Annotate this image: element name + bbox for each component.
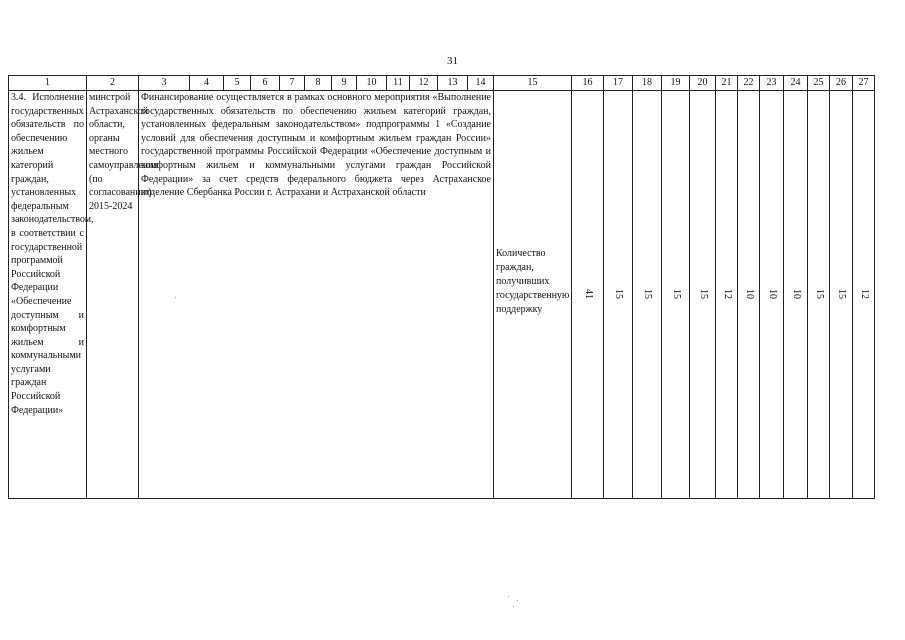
- indicator-text: Количество граждан, получивших государственную поддержку: [496, 248, 570, 315]
- value-cell: [830, 91, 853, 499]
- column-header: 9: [332, 76, 357, 91]
- column-header: 14: [468, 76, 494, 91]
- indicator-value: 12: [721, 289, 733, 299]
- indicator-value: 15: [612, 289, 624, 299]
- activity-cell: 3.4. Исполнение государственных обязательств по обеспечению жильем категорий граждан, установленных федеральным законодательством, в соответствии с государственной программой Российской Федерации «Обеспечение доступным и комфортным жильем и коммунальными услугами граждан Российской Федерации»: [9, 91, 87, 499]
- value-cell: [604, 91, 633, 499]
- column-header: 25: [808, 76, 830, 91]
- scan-speck: [175, 297, 176, 298]
- column-header: 11: [387, 76, 410, 91]
- value-cell: [716, 91, 738, 499]
- column-header: 27: [853, 76, 875, 91]
- indicator-cell: [494, 91, 572, 499]
- column-header: 17: [604, 76, 633, 91]
- indicator-value: 15: [697, 289, 709, 299]
- column-header: 6: [251, 76, 280, 91]
- indicator-value: 10: [743, 289, 755, 299]
- page-number: 31: [447, 55, 458, 67]
- description-line: Финансирование осуществляется в рамках основного мероприятия «Выполнение: [141, 92, 491, 103]
- column-header: 23: [760, 76, 784, 91]
- column-header: 15: [494, 76, 572, 91]
- column-header: 1: [9, 76, 87, 91]
- indicator-value: 15: [813, 289, 825, 299]
- indicator-value: 15: [670, 289, 682, 299]
- indicator-value: 15: [641, 289, 653, 299]
- description-line: государственной программы Российской Федерации «Обеспечение доступным и: [141, 146, 491, 158]
- column-header: 19: [662, 76, 690, 91]
- value-cell: [690, 91, 716, 499]
- column-header: 16: [572, 76, 604, 91]
- description-line: Федерации» за счет средств федерального бюджета через Астраханское: [141, 173, 491, 185]
- description-line: комфортным жильем и коммунальными услугами граждан Российской: [141, 159, 491, 171]
- description-line: условий для обеспечения доступным и комфортным жильем граждан России»: [141, 132, 491, 144]
- description-line: отделение Сбербанка России г. Астрахани и Астраханской области: [141, 187, 426, 199]
- value-cell: [760, 91, 784, 499]
- column-header: 5: [224, 76, 251, 91]
- value-cell: [633, 91, 662, 499]
- scan-speck: [513, 606, 514, 607]
- value-cell: [808, 91, 830, 499]
- column-header: 21: [716, 76, 738, 91]
- column-header: 10: [357, 76, 387, 91]
- description-line: установленных федеральным законодательством» подпрограммы 1 «Создание: [141, 119, 491, 131]
- column-header: 8: [305, 76, 332, 91]
- column-header: 20: [690, 76, 716, 91]
- column-header: 22: [738, 76, 760, 91]
- value-cell: [853, 91, 875, 499]
- financing-table: [8, 75, 875, 499]
- executor-cell: минстрой Астраханской области, органы местного самоуправления (по согласованию) 2015-2024: [87, 91, 139, 499]
- column-header: 13: [438, 76, 468, 91]
- column-header: 12: [410, 76, 438, 91]
- value-cell: [784, 91, 808, 499]
- header-row: [9, 76, 875, 91]
- column-header: 7: [280, 76, 305, 91]
- indicator-value: 10: [766, 289, 778, 299]
- column-header: 26: [830, 76, 853, 91]
- indicator-value: 41: [582, 289, 594, 299]
- value-cell: [662, 91, 690, 499]
- value-cell: [572, 91, 604, 499]
- financing-description-cell: [139, 91, 494, 499]
- value-cell: [738, 91, 760, 499]
- indicator-value: 10: [790, 289, 802, 299]
- scan-speck: [508, 596, 509, 597]
- column-header: 18: [633, 76, 662, 91]
- column-header: 3: [139, 76, 190, 91]
- indicator-value: 15: [835, 289, 847, 299]
- column-header: 24: [784, 76, 808, 91]
- column-header: 2: [87, 76, 139, 91]
- column-header: 4: [190, 76, 224, 91]
- scan-speck: [517, 600, 518, 601]
- description-line: государственных обязательств по обеспечению жильем категорий граждан,: [141, 105, 491, 117]
- indicator-value: 12: [858, 289, 870, 299]
- table-row: [9, 91, 875, 499]
